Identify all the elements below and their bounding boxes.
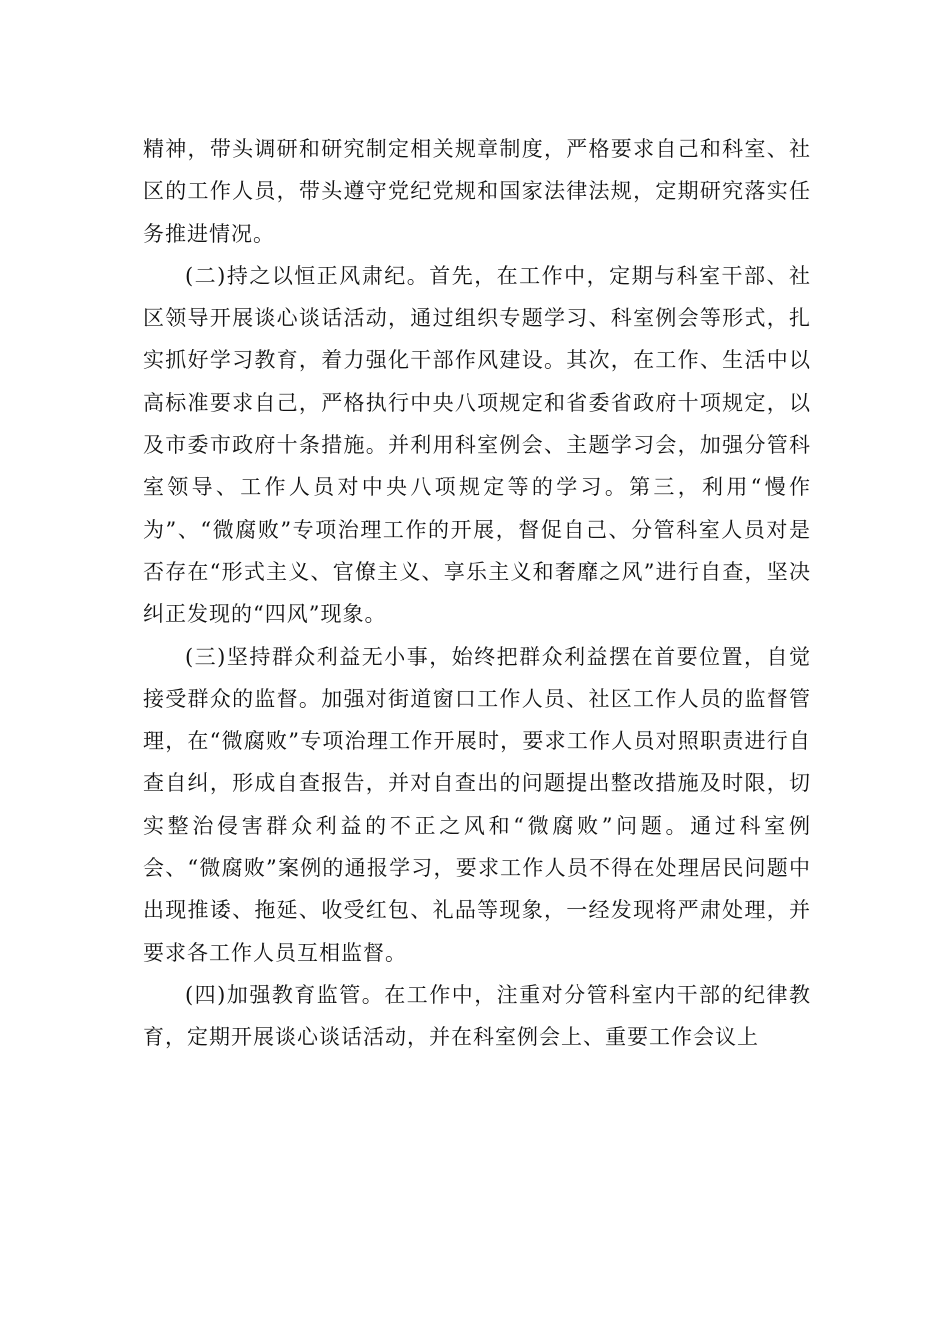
paragraph-section-4: (四)加强教育监管。在工作中，注重对分管科室内干部的纪律教育，定期开展谈心谈话活动，并在科室例会上、重要工作会议上 — [143, 982, 811, 1050]
paragraph-section-3: (三)坚持群众利益无小事，始终把群众利益摆在首要位置，自觉接受群众的监督。加强对街道窗口工作人员、社区工作人员的监督管理，在“微腐败”专项治理工作开展时，要求工作人员对照职责进行自查自纠，形成自查报告，并对自查出的问题提出整改措施及时限，切实整治侵害群众利益的不正之风和“微腐败”问题。通过科室例会、“微腐败”案例的通报学习，要求工作人员不得在处理居民问题中出现推诿、拖延、收受红包、礼品等现象，一经发现将严肃处理，并要求各工作人员互相监督。 — [143, 644, 811, 965]
paragraph-continuation: 精神，带头调研和研究制定相关规章制度，严格要求自己和科室、社区的工作人员，带头遵守党纪党规和国家法律法规，定期研究落实任务推进情况。 — [143, 137, 811, 246]
paragraph-section-2: (二)持之以恒正风肃纪。首先，在工作中，定期与科室干部、社区领导开展谈心谈话活动，通过组织专题学习、科室例会等形式，扎实抓好学习教育，着力强化干部作风建设。其次，在工作、生活中以高标准要求自己，严格执行中央八项规定和省委省政府十项规定，以及市委市政府十条措施。并利用科室例会、主题学习会，加强分管科室领导、工作人员对中央八项规定等的学习。第三，利用“慢作为”、“微腐败”专项治理工作的开展，督促自己、分管科室人员对是否存在“形式主义、官僚主义、享乐主义和奢靡之风”进行自查，坚决纠正发现的“四风”现象。 — [143, 263, 811, 627]
document-body — [143, 128, 811, 1059]
